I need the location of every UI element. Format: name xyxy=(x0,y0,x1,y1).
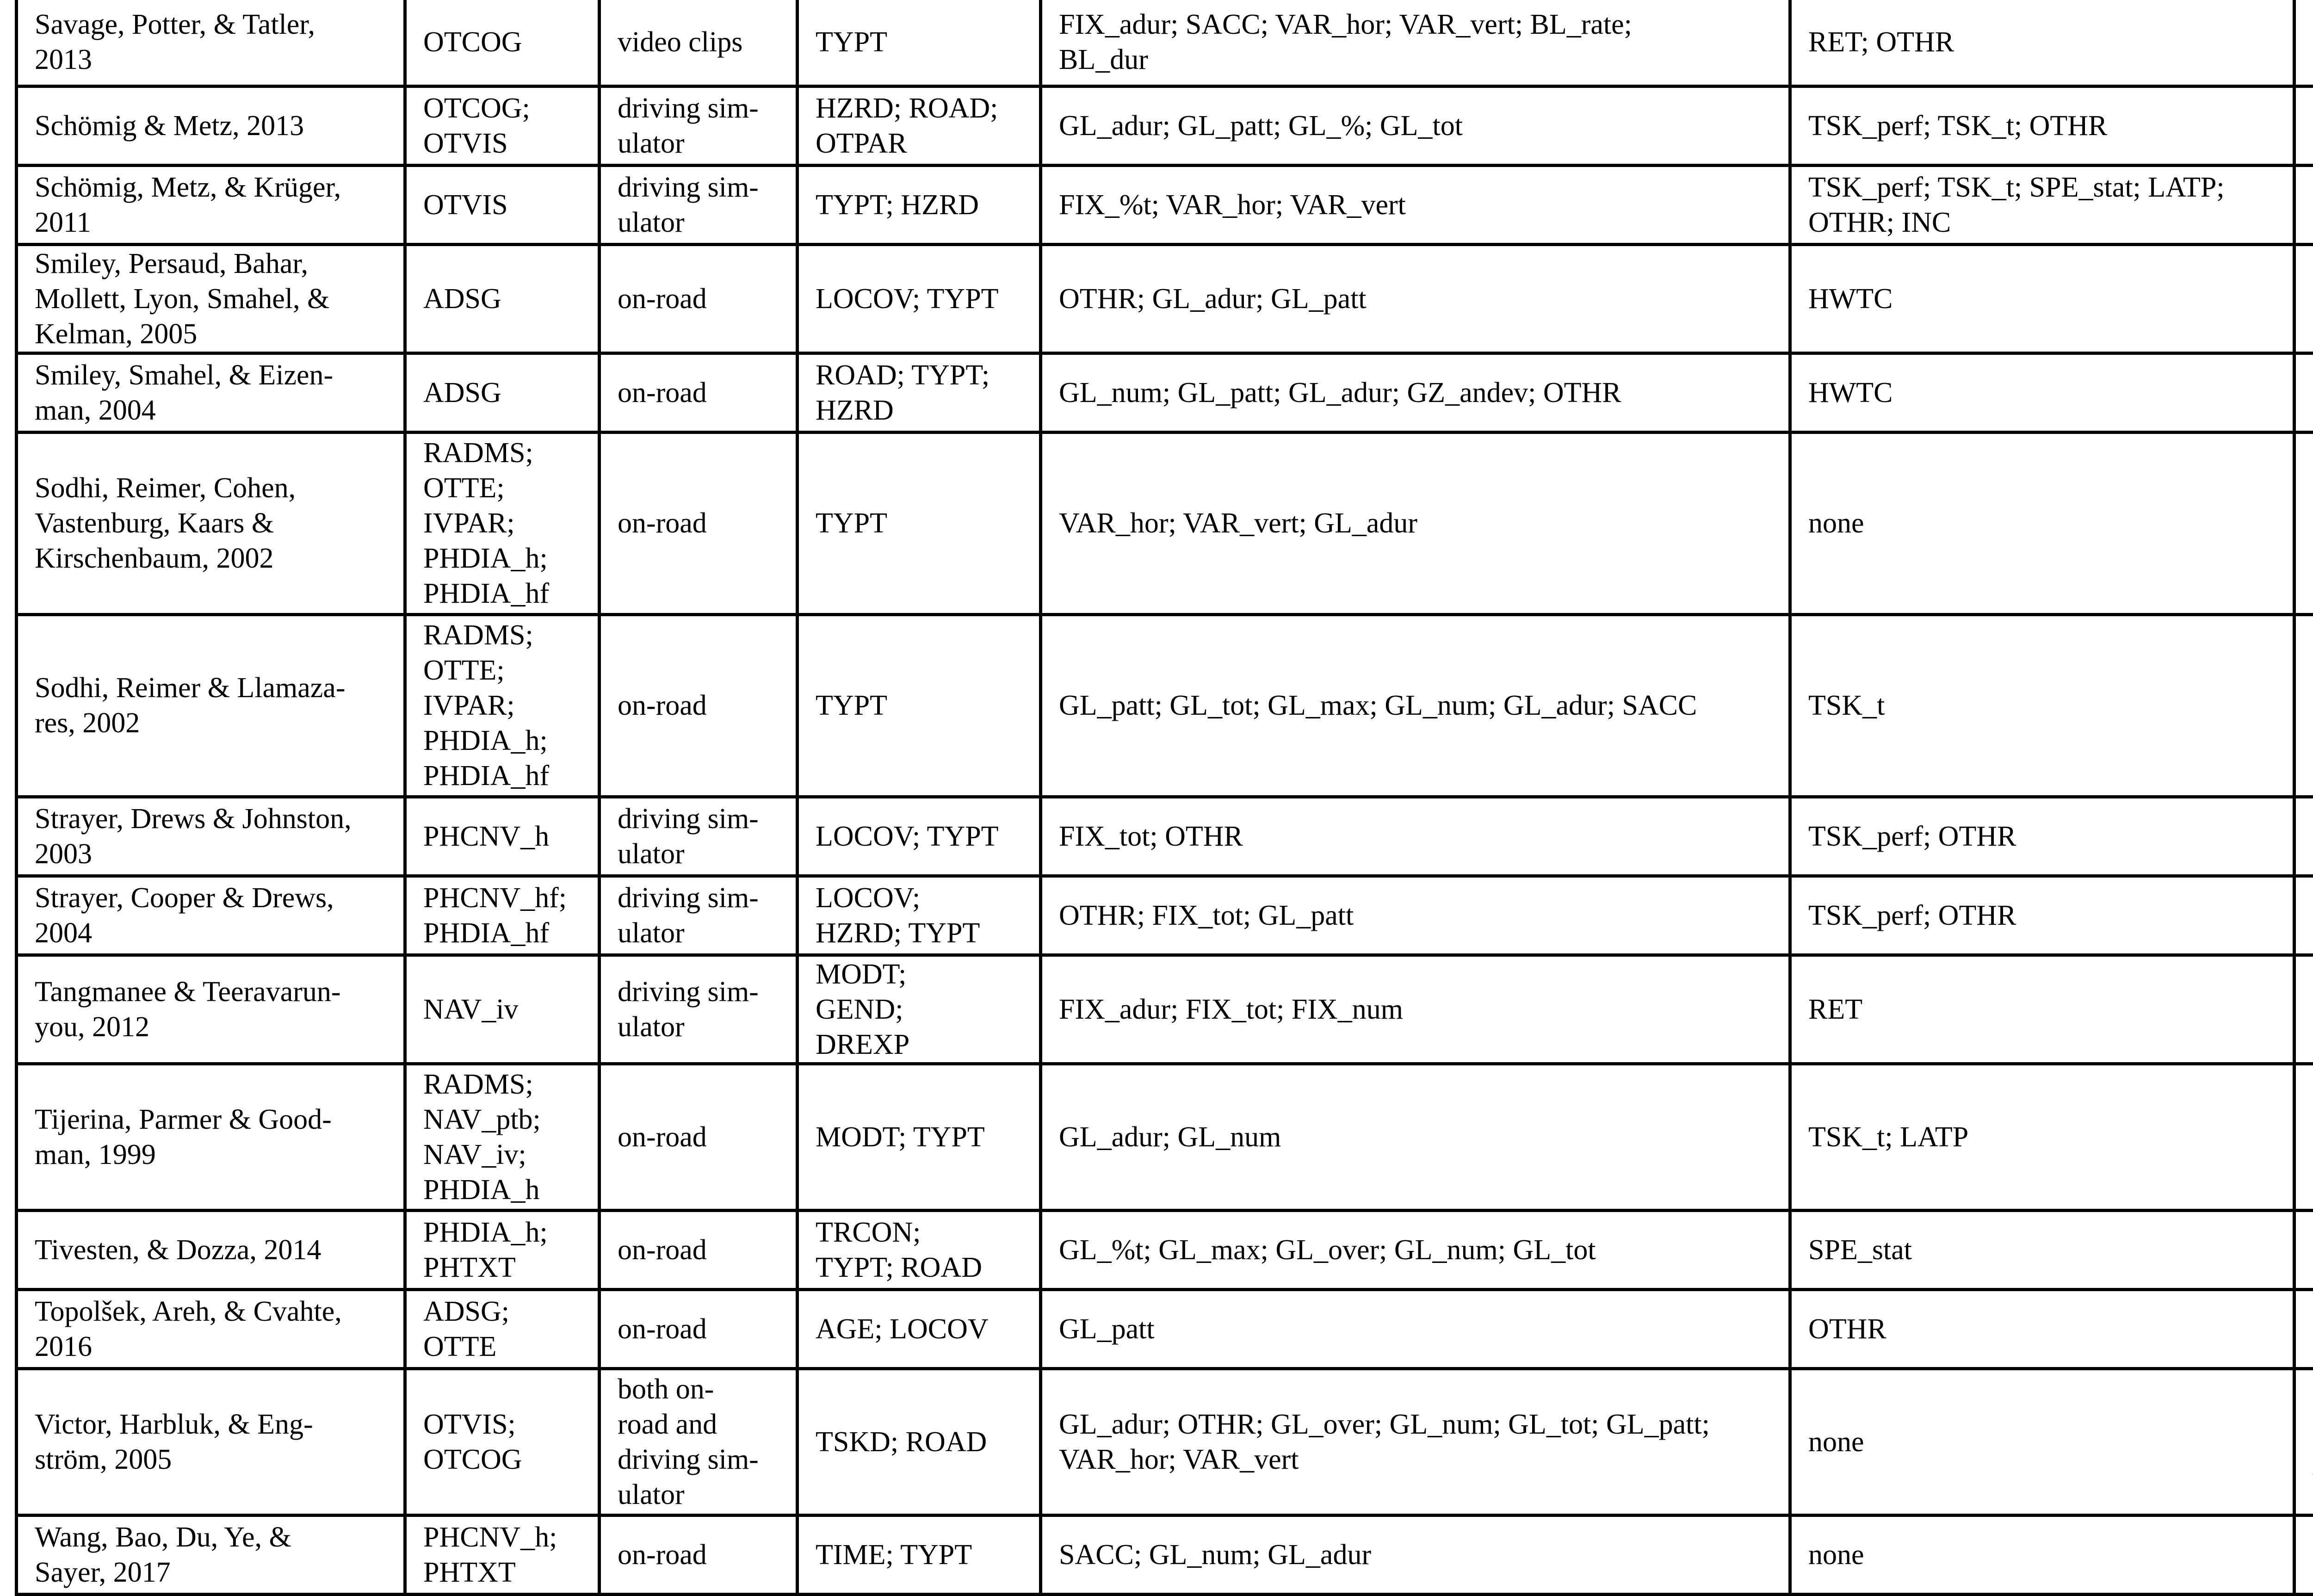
table-row xyxy=(17,432,2313,614)
cell-factors: MODT; GEND; DREXP xyxy=(798,955,1041,1064)
cell-factors: LOCOV; HZRD; TYPT xyxy=(798,876,1041,955)
cell-study: Smiley, Persaud, Bahar, Mollett, Lyon, Smahel, & Kelman, 2005 xyxy=(17,244,405,353)
table-row xyxy=(17,1515,2313,1594)
cell-study: Victor, Harbluk, & Eng- ström, 2005 xyxy=(17,1368,405,1515)
cell-measures: GL_adur; GL_num xyxy=(1041,1064,1790,1210)
table-row xyxy=(17,1368,2313,1515)
cell-outcomes: HWTC xyxy=(1790,353,2294,432)
cell-outcomes: RET xyxy=(1790,955,2294,1064)
cell-outcomes: none xyxy=(1790,432,2294,614)
cell-task: PHCNV_h xyxy=(405,797,600,876)
cell-setting: both on- road and driving sim- ulator xyxy=(600,1368,798,1515)
cell-task: OTVIS xyxy=(405,165,600,244)
cell-participants xyxy=(2294,955,2313,1064)
table-row xyxy=(17,1289,2313,1368)
cell-participants xyxy=(2294,1515,2313,1594)
cell-setting: driving sim- ulator xyxy=(600,797,798,876)
cell-factors: LOCOV; TYPT xyxy=(798,797,1041,876)
cell-study: Tijerina, Parmer & Good- man, 1999 xyxy=(17,1064,405,1210)
cell-study: Smiley, Smahel, & Eizen- man, 2004 xyxy=(17,353,405,432)
cell-participants xyxy=(2294,876,2313,955)
cell-study: Sodhi, Reimer, Cohen, Vastenburg, Kaars & Kirschenbaum, 2002 xyxy=(17,432,405,614)
cell-measures: OTHR; FIX_tot; GL_patt xyxy=(1041,876,1790,955)
cell-participants xyxy=(2294,1368,2313,1515)
cell-participants xyxy=(2294,1289,2313,1368)
cell-participants xyxy=(2294,0,2313,86)
cell-outcomes: TSK_perf; OTHR xyxy=(1790,876,2294,955)
cell-task: NAV_iv xyxy=(405,955,600,1064)
table-row xyxy=(17,876,2313,955)
cell-outcomes: none xyxy=(1790,1368,2294,1515)
cell-setting: driving sim- ulator xyxy=(600,876,798,955)
cell-factors: LOCOV; TYPT xyxy=(798,244,1041,353)
cell-setting: on-road xyxy=(600,1515,798,1594)
cell-factors: TRCON; TYPT; ROAD xyxy=(798,1210,1041,1289)
cell-outcomes: OTHR xyxy=(1790,1289,2294,1368)
cell-outcomes: TSK_perf; TSK_t; OTHR xyxy=(1790,86,2294,165)
table-row xyxy=(17,244,2313,353)
cell-setting: on-road xyxy=(600,1210,798,1289)
cell-participants xyxy=(2294,1064,2313,1210)
cell-factors: TYPT xyxy=(798,432,1041,614)
cell-outcomes: TSK_perf; TSK_t; SPE_stat; LATP; OTHR; INC xyxy=(1790,165,2294,244)
cell-setting: on-road xyxy=(600,1064,798,1210)
cell-measures: VAR_hor; VAR_vert; GL_adur xyxy=(1041,432,1790,614)
cell-measures: FIX_%t; VAR_hor; VAR_vert xyxy=(1041,165,1790,244)
table-row xyxy=(17,0,2313,86)
cell-task: RADMS; OTTE; IVPAR; PHDIA_h; PHDIA_hf xyxy=(405,614,600,797)
cell-study: Sodhi, Reimer & Llamaza- res, 2002 xyxy=(17,614,405,797)
cell-task: ADSG; OTTE xyxy=(405,1289,600,1368)
cell-factors: TIME; TYPT xyxy=(798,1515,1041,1594)
cell-study: Schömig, Metz, & Krüger, 2011 xyxy=(17,165,405,244)
cell-task: OTCOG xyxy=(405,0,600,86)
cell-participants xyxy=(2294,432,2313,614)
cell-measures: GL_patt; GL_tot; GL_max; GL_num; GL_adur; SACC xyxy=(1041,614,1790,797)
cell-outcomes: SPE_stat xyxy=(1790,1210,2294,1289)
cell-factors: HZRD; ROAD; OTPAR xyxy=(798,86,1041,165)
table-body xyxy=(17,0,2313,1594)
cell-measures: SACC; GL_num; GL_adur xyxy=(1041,1515,1790,1594)
table-row xyxy=(17,614,2313,797)
cell-setting: on-road xyxy=(600,432,798,614)
cell-study: Topolšek, Areh, & Cvahte, 2016 xyxy=(17,1289,405,1368)
table-row xyxy=(17,797,2313,876)
cell-outcomes: TSK_t; LATP xyxy=(1790,1064,2294,1210)
cell-measures: GL_adur; GL_patt; GL_%; GL_tot xyxy=(1041,86,1790,165)
table-row xyxy=(17,955,2313,1064)
cell-participants xyxy=(2294,353,2313,432)
cell-task: RADMS; OTTE; IVPAR; PHDIA_h; PHDIA_hf xyxy=(405,432,600,614)
table-row xyxy=(17,353,2313,432)
cell-task: ADSG xyxy=(405,353,600,432)
cell-factors: TYPT xyxy=(798,614,1041,797)
cell-study: Strayer, Cooper & Drews, 2004 xyxy=(17,876,405,955)
cell-setting: driving sim- ulator xyxy=(600,955,798,1064)
cell-factors: AGE; LOCOV xyxy=(798,1289,1041,1368)
cell-study: Strayer, Drews & Johnston, 2003 xyxy=(17,797,405,876)
cell-study: Wang, Bao, Du, Ye, & Sayer, 2017 xyxy=(17,1515,405,1594)
cell-measures: GL_patt xyxy=(1041,1289,1790,1368)
cell-measures: OTHR; GL_adur; GL_patt xyxy=(1041,244,1790,353)
cell-study: Tangmanee & Teeravarun- you, 2012 xyxy=(17,955,405,1064)
table-row xyxy=(17,1210,2313,1289)
cell-factors: MODT; TYPT xyxy=(798,1064,1041,1210)
cell-participants xyxy=(2294,244,2313,353)
cell-factors: TSKD; ROAD xyxy=(798,1368,1041,1515)
studies-table xyxy=(15,0,2313,1596)
cell-measures: FIX_tot; OTHR xyxy=(1041,797,1790,876)
cell-setting: on-road xyxy=(600,353,798,432)
cell-setting: video clips xyxy=(600,0,798,86)
cell-task: PHCNV_h; PHTXT xyxy=(405,1515,600,1594)
cell-task: RADMS; NAV_ptb; NAV_iv; PHDIA_h xyxy=(405,1064,600,1210)
cell-measures: GL_%t; GL_max; GL_over; GL_num; GL_tot xyxy=(1041,1210,1790,1289)
cell-setting: on-road xyxy=(600,244,798,353)
cell-participants xyxy=(2294,614,2313,797)
cell-factors: TYPT; HZRD xyxy=(798,165,1041,244)
cell-task: OTVIS; OTCOG xyxy=(405,1368,600,1515)
cell-outcomes: HWTC xyxy=(1790,244,2294,353)
cell-setting: on-road xyxy=(600,614,798,797)
table-row xyxy=(17,1064,2313,1210)
cell-setting: on-road xyxy=(600,1289,798,1368)
cell-participants xyxy=(2294,165,2313,244)
cell-setting: driving sim- ulator xyxy=(600,86,798,165)
cell-study: Savage, Potter, & Tatler, 2013 xyxy=(17,0,405,86)
cell-factors: ROAD; TYPT; HZRD xyxy=(798,353,1041,432)
cell-outcomes: RET; OTHR xyxy=(1790,0,2294,86)
cell-measures: GL_adur; OTHR; GL_over; GL_num; GL_tot; GL_patt; VAR_hor; VAR_vert xyxy=(1041,1368,1790,1515)
cell-task: PHDIA_h; PHTXT xyxy=(405,1210,600,1289)
cell-participants xyxy=(2294,86,2313,165)
cell-study: Schömig & Metz, 2013 xyxy=(17,86,405,165)
cell-task: OTCOG; OTVIS xyxy=(405,86,600,165)
cell-outcomes: TSK_t xyxy=(1790,614,2294,797)
cell-task: ADSG xyxy=(405,244,600,353)
table-row xyxy=(17,165,2313,244)
cell-participants xyxy=(2294,1210,2313,1289)
cell-measures: GL_num; GL_patt; GL_adur; GZ_andev; OTHR xyxy=(1041,353,1790,432)
cell-study: Tivesten, & Dozza, 2014 xyxy=(17,1210,405,1289)
cell-task: PHCNV_hf; PHDIA_hf xyxy=(405,876,600,955)
cell-setting: driving sim- ulator xyxy=(600,165,798,244)
cell-measures: FIX_adur; SACC; VAR_hor; VAR_vert; BL_rate; BL_dur xyxy=(1041,0,1790,86)
table-row xyxy=(17,86,2313,165)
cell-outcomes: none xyxy=(1790,1515,2294,1594)
cell-outcomes: TSK_perf; OTHR xyxy=(1790,797,2294,876)
cell-measures: FIX_adur; FIX_tot; FIX_num xyxy=(1041,955,1790,1064)
cell-factors: TYPT xyxy=(798,0,1041,86)
cell-participants xyxy=(2294,797,2313,876)
